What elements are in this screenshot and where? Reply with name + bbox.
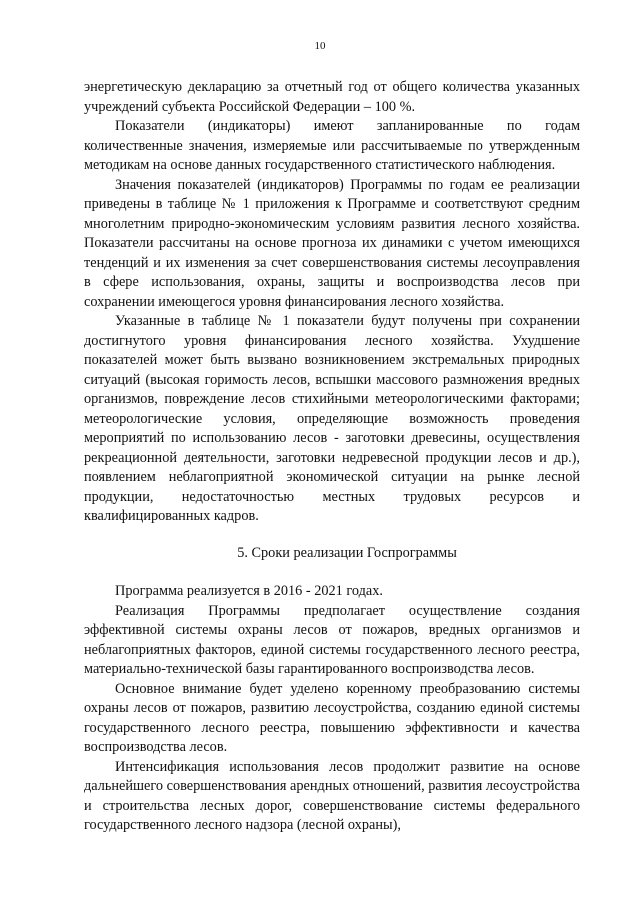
page-number: 10 <box>314 40 326 52</box>
paragraph-continuation: энергетическую декларацию за отчетный год от общего количества указанных учреждений субъекта Российской Федерации – 100 %. <box>84 79 580 115</box>
paragraph-indicator-risks: Указанные в таблице № 1 показатели будут получены при сохранении достигнутого уровня финансирования лесного хозяйства. Ухудшение показателей может быть вызвано возникновением экстремальных природных ситуаций (высокая горимость лесов, вспышки массового размножения вредных организмов, повреждение лесов стихийными метеорологическими факторами; метеорологические условия, определяющие возможность проведения мероприятий по использованию лесов - заготовки древесины, осуществления рекреационной деятельности, заготовки недревесной продукции лесов и др.), появлением неблагоприятной экономической ситуации на рынке лесной продукции, недостаточностью местных трудовых ресурсов и квалифицированных кадров. <box>84 313 580 524</box>
paragraph-program-implementation: Реализация Программы предполагает осуществление создания эффективной системы охраны лесов от пожаров, вредных организмов и неблагоприятных факторов, единой системы государственного лесного реестра, материально-технической базы гарантированного воспроизводства лесов. <box>84 602 580 677</box>
paragraph-indicators: Показатели (индикаторы) имеют запланированные по годам количественные значения, измеряемые или рассчитываемые по утвержденным методикам на основе данных государственного статистического наблюдения. <box>84 118 580 173</box>
paragraph-intensification: Интенсификация использования лесов продолжит развитие на основе дальнейшего совершенствования арендных отношений, развития лесоустройства и строительства лесных дорог, совершенствование системы федерального государственного лесного надзора (лесной охраны), <box>84 758 580 833</box>
document-body <box>84 78 580 836</box>
paragraph-main-focus: Основное внимание будет уделено коренному преобразованию системы охраны лесов от пожаров, развитию лесоустройства, созданию единой системы государственного лесного реестра, повышению эффективности и качества воспроизводства лесов. <box>84 680 580 755</box>
section-title: 5. Сроки реализации Госпрограммы <box>237 544 457 561</box>
paragraph-indicator-values: Значения показателей (индикаторов) Программы по годам ее реализации приведены в таблице № 1 приложения к Программе и соответствуют средним многолетним природно-экономическим условиям развития лесного хозяйства. Показатели рассчитаны на основе прогноза их динамики с учетом имеющихся тенденций и их изменения за счет совершенствования системы лесоуправления в сфере использования, охраны, защиты и воспроизводства лесов при сохранении имеющегося уровня финансирования лесного хозяйства. <box>84 176 580 310</box>
paragraph-program-period: Программа реализуется в 2016 - 2021 годах. <box>115 583 383 599</box>
